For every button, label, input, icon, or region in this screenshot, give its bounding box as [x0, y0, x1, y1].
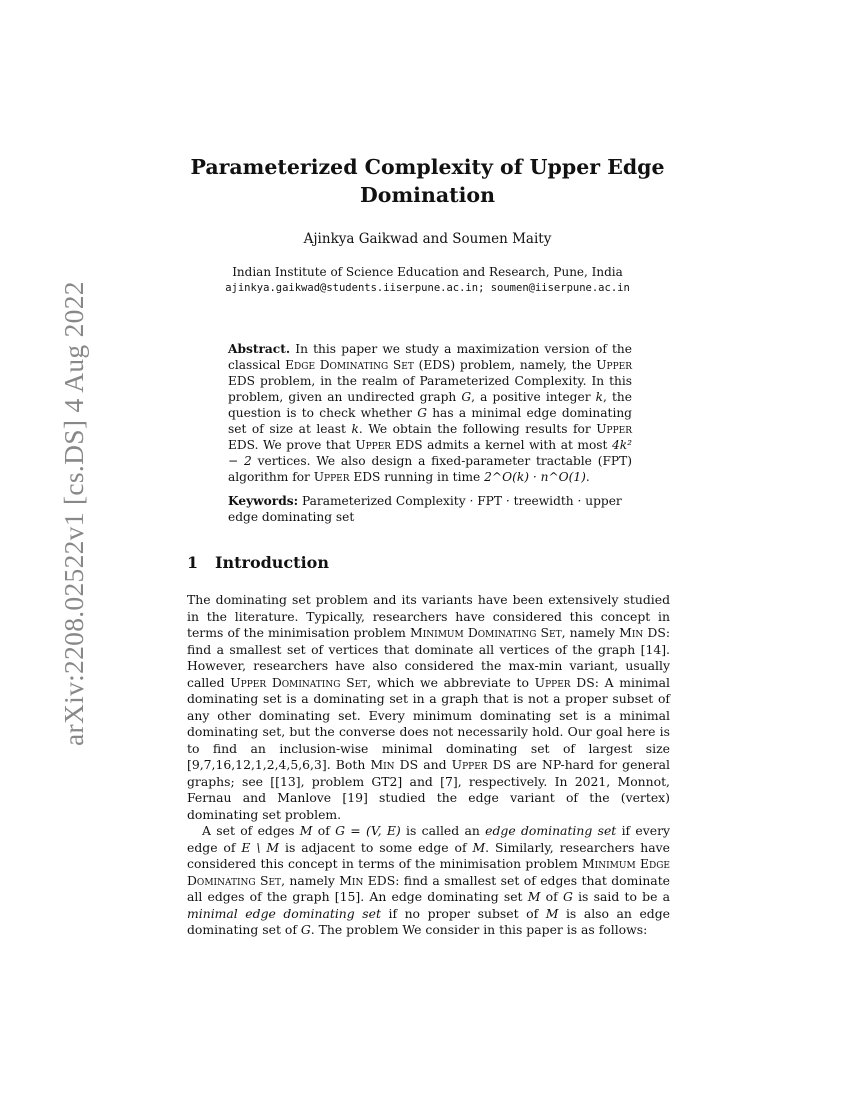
abstract-term: Upper	[596, 358, 632, 372]
text-run: DS: find a smallest set of vertices that dominate all vertices of the graph [14]. However, researchers have also considered the max-min variant, usually called	[187, 625, 670, 690]
text-math: M	[527, 889, 541, 904]
paper-title	[150, 153, 705, 209]
text-run: DS: A minimal dominating set is a dominating set in a graph that is not a proper subset of any other dominating set. Every minimum dominating set is a minimal dominating set, but the converse does not necessarily hold. Our goal here is to find an inclusion-wise minimal dominating set of largest size [9,7,16,12,1,2,4,5,6,3]. Both	[187, 674, 670, 772]
text-run: if no proper subset of	[380, 905, 546, 921]
abstract-math: 2^O(k) · n^O(1)	[484, 470, 586, 484]
abstract-text: .	[585, 470, 590, 484]
affiliation: Indian Institute of Science Education and Research, Pune, India	[232, 265, 623, 279]
text-math: G	[562, 889, 573, 904]
text-term: Minimum Dominating Set	[410, 625, 562, 640]
text-term: Minimum Edge Dominating Set	[187, 856, 670, 888]
abstract-term: Upper	[355, 438, 392, 452]
paragraph-2	[187, 823, 670, 939]
keywords-label: Keywords:	[228, 494, 299, 508]
text-math: M	[299, 823, 313, 838]
text-run: is called an	[400, 823, 486, 838]
text-math: G = (V, E)	[335, 823, 401, 838]
abstract-math: G	[461, 390, 472, 404]
text-run: DS are NP-hard for general graphs; see [[13], problem GT2] and [7], respectively. In 2021, Monnot, Fernau and Manlove [19] studied the edge variant of the (vertex) dominating set problem.	[187, 757, 670, 822]
text-run: , namely	[281, 872, 340, 888]
arxiv-identifier: arXiv:2208.02522v1 [cs.DS] 4 Aug 2022	[58, 281, 89, 746]
title-line-2: Domination	[360, 183, 495, 207]
keywords	[228, 493, 632, 525]
text-term: Upper	[451, 757, 488, 772]
authors: Ajinkya Gaikwad and Soumen Maity	[303, 231, 552, 247]
abstract-text: has a minimal edge dominating set of size at least	[228, 406, 632, 436]
text-run: if every edge of	[187, 823, 671, 855]
abstract-text: , the question is to check whether	[228, 390, 632, 420]
text-run: is also an edge dominating set of	[187, 905, 670, 937]
abstract-math: k	[595, 390, 604, 404]
text-run: . Similarly, researchers have considered this concept in terms of the minimisation problem	[187, 839, 670, 871]
text-run: EDS: find a smallest set of edges that dominate all edges of the graph [15]. An edge dominating set	[187, 872, 671, 904]
abstract	[228, 341, 632, 485]
text-run: is said to be a	[572, 889, 671, 904]
abstract-text: EDS running in time	[349, 470, 485, 484]
keywords-text: Parameterized Complexity · FPT · treewidth · upper edge dominating set	[228, 494, 622, 524]
abstract-term: Upper	[313, 470, 350, 484]
text-run: The dominating set problem and its variants have been extensively studied in the literature. Typically, researchers have considered this concept in terms of the minimisation problem	[187, 592, 670, 640]
abstract-text: In this paper we study a maximization version of the classical	[228, 342, 632, 372]
abstract-math: G	[417, 406, 427, 420]
text-emphasis: minimal edge dominating set	[187, 905, 381, 921]
text-term: Upper Dominating Set	[230, 674, 368, 690]
abstract-text: vertices. We also design a fixed-parameter tractable (FPT) algorithm for	[228, 454, 633, 484]
text-run: A set of edges	[202, 823, 300, 838]
abstract-text: EDS admits a kernel with at most	[391, 438, 612, 452]
arxiv-sidebar	[40, 270, 89, 760]
text-run: of	[540, 889, 563, 904]
text-run: of	[312, 823, 336, 838]
text-term: Min	[370, 757, 395, 772]
text-term: Min	[339, 872, 364, 888]
text-math: M	[472, 839, 486, 855]
text-math: E \ M	[241, 839, 280, 855]
text-run: , namely	[561, 625, 620, 640]
paragraph-1	[187, 592, 670, 823]
abstract-term: Upper	[596, 422, 633, 436]
section-title: Introduction	[215, 553, 329, 572]
text-emphasis: edge dominating set	[485, 823, 617, 838]
text-term: Upper	[534, 674, 571, 690]
abstract-math: 4k² − 2	[228, 438, 633, 468]
section-number: 1	[187, 553, 199, 572]
text-run: , which we abbreviate to	[367, 674, 535, 690]
abstract-text: . We obtain the following results for	[358, 422, 597, 436]
abstract-text: EDS. We prove that	[228, 438, 356, 452]
text-run: DS and	[394, 757, 452, 772]
abstract-math: k	[351, 422, 359, 436]
body-text	[187, 592, 670, 939]
text-term: Min	[619, 625, 644, 640]
text-run: is adjacent to some edge of	[279, 839, 473, 855]
text-math: G	[300, 922, 311, 937]
abstract-text: (EDS) problem, namely, the	[413, 358, 597, 372]
author-emails: ajinkya.gaikwad@students.iiserpune.ac.in; soumen@iiserpune.ac.in	[225, 282, 630, 294]
abstract-text: , a positive integer	[471, 390, 596, 404]
text-math: M	[545, 905, 559, 921]
text-run: . The problem We consider in this paper is as follows:	[310, 922, 648, 937]
abstract-label: Abstract.	[228, 342, 291, 356]
section-heading-introduction	[187, 553, 329, 572]
abstract-term: Edge Dominating Set	[285, 358, 414, 372]
title-line-1: Parameterized Complexity of Upper Edge	[190, 155, 665, 179]
abstract-text: EDS problem, in the realm of Parameterized Complexity. In this problem, given an undirected graph	[228, 374, 632, 404]
